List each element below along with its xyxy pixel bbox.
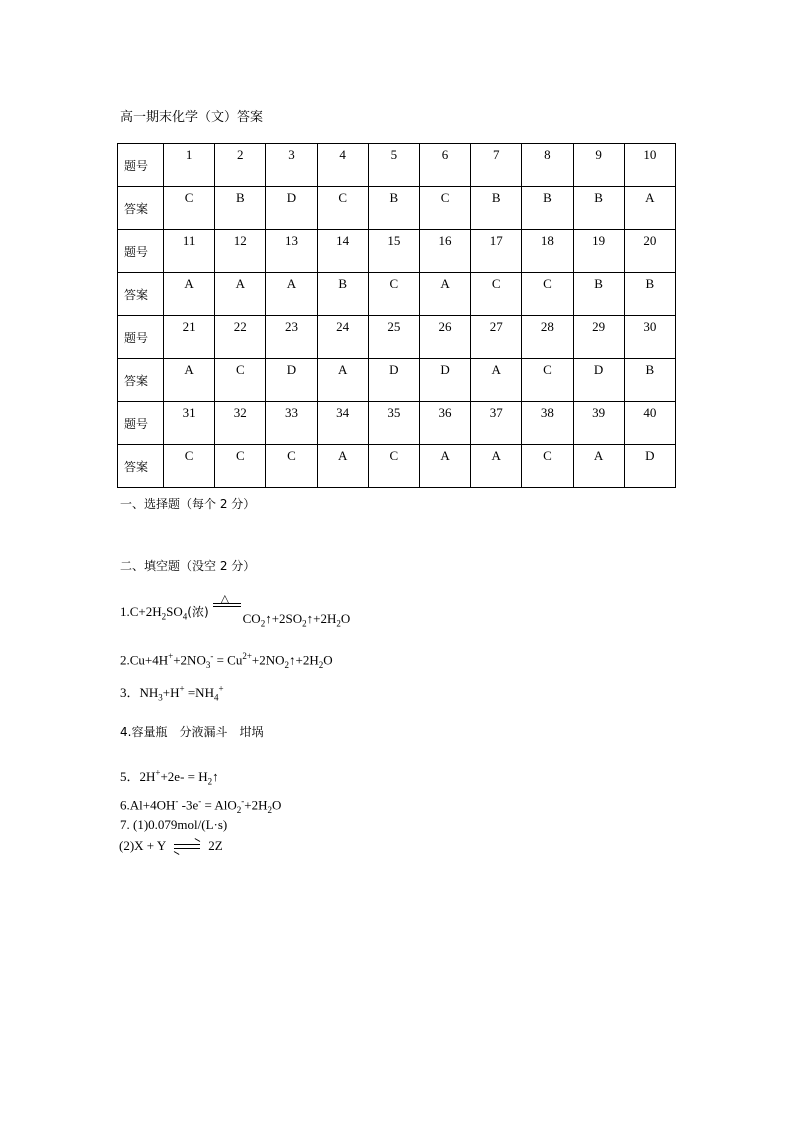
question-number-cell: 26 xyxy=(419,316,470,359)
row-label-question: 题号 xyxy=(118,230,164,273)
question-number-cell: 12 xyxy=(215,230,266,273)
question-number-cell: 1 xyxy=(164,144,215,187)
question-number-cell: 16 xyxy=(419,230,470,273)
question-number-cell: 32 xyxy=(215,402,266,445)
question-number-cell: 11 xyxy=(164,230,215,273)
heat-symbol: △ xyxy=(220,593,230,605)
answer-item-5: 5．$2H^++2e- = H_2↑$ xyxy=(120,767,219,787)
question-number-cell: 7 xyxy=(471,144,522,187)
answer-item-6: 6.Al+4OH- $-3e^- = AlO_2^-+2H_2O$ xyxy=(120,796,282,815)
section-fill-blank: 二、填空题（没空 2 分） xyxy=(120,559,256,573)
question-number-cell: 19 xyxy=(573,230,624,273)
question-number-cell: 36 xyxy=(419,402,470,445)
answer-cell: B xyxy=(522,187,573,230)
answer-item-2: $2.Cu+4H^++2NO_3^-$ = $Cu^{2+}+2NO_2↑+2H_2O$ xyxy=(120,651,333,670)
question-number-cell: 29 xyxy=(573,316,624,359)
table-row-answers xyxy=(118,359,676,402)
question-number-cell: 39 xyxy=(573,402,624,445)
question-number-cell: 4 xyxy=(317,144,368,187)
row-label-question: 题号 xyxy=(118,144,164,187)
question-number-cell: 15 xyxy=(368,230,419,273)
answer-cell: B xyxy=(624,273,675,316)
answer-cell: C xyxy=(215,445,266,488)
answer-cell: B xyxy=(573,187,624,230)
answer-item-7-part-1: 7. (1)0.079mol/(L·s) xyxy=(120,817,228,832)
row-label-question: 题号 xyxy=(118,316,164,359)
answer-cell: B xyxy=(573,273,624,316)
answer-cell: D xyxy=(624,445,675,488)
answer-cell: C xyxy=(215,359,266,402)
question-number-cell: 18 xyxy=(522,230,573,273)
question-number-cell: 14 xyxy=(317,230,368,273)
question-number-cell: 24 xyxy=(317,316,368,359)
answer-cell: A xyxy=(317,359,368,402)
answer-table xyxy=(117,143,676,488)
question-number-cell: 27 xyxy=(471,316,522,359)
question-number-cell: 31 xyxy=(164,402,215,445)
question-number-cell: 23 xyxy=(266,316,317,359)
question-number-cell: 9 xyxy=(573,144,624,187)
answer-cell: C xyxy=(368,445,419,488)
question-number-cell: 6 xyxy=(419,144,470,187)
table-row-question-numbers xyxy=(118,402,676,445)
answer-cell: C xyxy=(419,187,470,230)
question-number-cell: 21 xyxy=(164,316,215,359)
answer-cell: D xyxy=(368,359,419,402)
answer-cell: A xyxy=(266,273,317,316)
question-number-cell: 37 xyxy=(471,402,522,445)
answer-cell: C xyxy=(368,273,419,316)
answer-cell: C xyxy=(471,273,522,316)
answer-cell: D xyxy=(266,187,317,230)
answer-cell: B xyxy=(624,359,675,402)
table-row-question-numbers xyxy=(118,316,676,359)
question-number-cell: 2 xyxy=(215,144,266,187)
answer-cell: A xyxy=(419,273,470,316)
answer-cell: B xyxy=(317,273,368,316)
row-label-answer: 答案 xyxy=(118,187,164,230)
answer-item-7-part-2: (2)X + Y 2Z xyxy=(119,838,223,853)
table-row-answers xyxy=(118,445,676,488)
answer-cell: A xyxy=(624,187,675,230)
question-number-cell: 20 xyxy=(624,230,675,273)
question-number-cell: 13 xyxy=(266,230,317,273)
answer-cell: D xyxy=(573,359,624,402)
answer-cell: A xyxy=(215,273,266,316)
question-number-cell: 22 xyxy=(215,316,266,359)
answer-item-1: $1.C+2H_2SO_4$(浓) △ $CO_2↑+2SO_2↑+2H_2O$ xyxy=(120,593,351,629)
question-number-cell: 8 xyxy=(522,144,573,187)
question-number-cell: 28 xyxy=(522,316,573,359)
section-multiple-choice: 一、选择题（每个 2 分） xyxy=(120,497,256,511)
question-number-cell: 5 xyxy=(368,144,419,187)
question-number-cell: 3 xyxy=(266,144,317,187)
question-number-cell: 34 xyxy=(317,402,368,445)
row-label-answer: 答案 xyxy=(118,273,164,316)
table-row-answers xyxy=(118,187,676,230)
reversible-arrow-icon xyxy=(174,842,200,852)
table-row-question-numbers xyxy=(118,144,676,187)
answer-cell: B xyxy=(368,187,419,230)
row-label-answer: 答案 xyxy=(118,359,164,402)
answer-cell: C xyxy=(164,187,215,230)
question-number-cell: 17 xyxy=(471,230,522,273)
answer-cell: A xyxy=(471,359,522,402)
table-row-question-numbers xyxy=(118,230,676,273)
question-number-cell: 38 xyxy=(522,402,573,445)
answer-cell: C xyxy=(317,187,368,230)
table-row-answers xyxy=(118,273,676,316)
answer-cell: A xyxy=(419,445,470,488)
answer-cell: C xyxy=(164,445,215,488)
row-label-answer: 答案 xyxy=(118,445,164,488)
answer-cell: D xyxy=(266,359,317,402)
row-label-question: 题号 xyxy=(118,402,164,445)
answer-cell: A xyxy=(317,445,368,488)
answer-cell: C xyxy=(522,273,573,316)
question-number-cell: 30 xyxy=(624,316,675,359)
question-number-cell: 10 xyxy=(624,144,675,187)
answer-cell: A xyxy=(164,273,215,316)
question-number-cell: 35 xyxy=(368,402,419,445)
question-number-cell: 25 xyxy=(368,316,419,359)
answer-cell: D xyxy=(419,359,470,402)
page-title: 高一期末化学（文）答案 xyxy=(120,110,264,125)
answer-cell: C xyxy=(522,445,573,488)
answer-cell: A xyxy=(573,445,624,488)
question-number-cell: 33 xyxy=(266,402,317,445)
reaction-condition-arrow xyxy=(213,593,241,617)
answer-cell: B xyxy=(215,187,266,230)
answer-cell: B xyxy=(471,187,522,230)
answer-cell: A xyxy=(164,359,215,402)
answer-item-4: 4.容量瓶 分液漏斗 坩埚 xyxy=(120,725,264,739)
answer-cell: C xyxy=(266,445,317,488)
answer-cell: A xyxy=(471,445,522,488)
answer-cell: C xyxy=(522,359,573,402)
question-number-cell: 40 xyxy=(624,402,675,445)
answer-item-3: 3．$NH_3+H^+ =NH_4^+$ xyxy=(120,683,224,703)
